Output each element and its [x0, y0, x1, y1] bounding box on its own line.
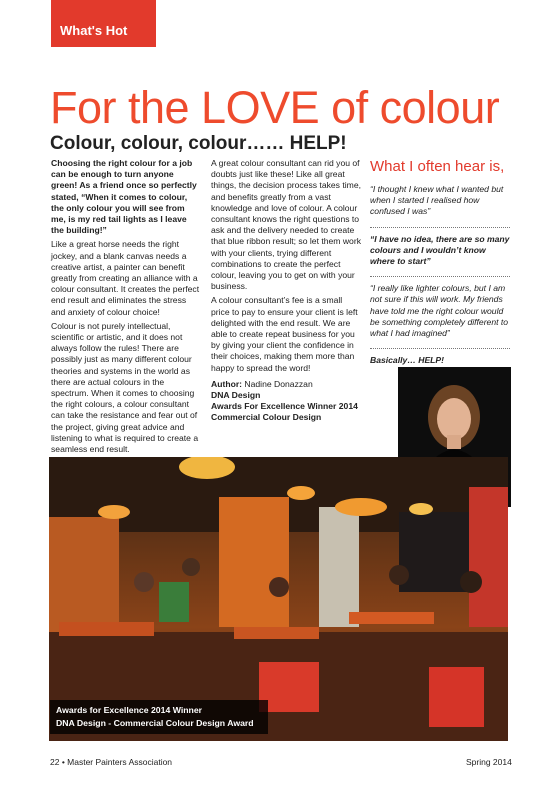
author-label: Author: [211, 378, 243, 389]
quote-2: “I have no idea, there are so many colours and I wouldn’t know where to start” [370, 233, 510, 267]
dotted-divider [370, 342, 510, 349]
dotted-divider [370, 221, 510, 228]
author-name: Nadine Donazzan [244, 378, 313, 389]
footer-issue: Spring 2014 [466, 757, 512, 767]
article-headline: For the LOVE of colour [50, 82, 500, 133]
section-tab [51, 0, 156, 47]
author-block [211, 379, 361, 424]
restaurant-interior-photo [49, 457, 508, 741]
quote-1: “I thought I knew what I wanted but when I started I realised how confused I was” [370, 184, 504, 217]
quote-3: “I really like lighter colours, but I am not sure if this will work. My friends have told me the right colour would be something completely different to what I had imagined” [370, 283, 509, 339]
caption-line-1: Awards for Excellence 2014 Winner [56, 705, 203, 715]
body-paragraph: A colour consultant’s fee is a small price to pay to ensure your client is left delighted with the end result. We are able to create repeat business for you by giving your client the confidence in their choices, making them more than happy to spread the word! [211, 295, 358, 373]
lead-paragraph: Choosing the right colour for a job can be enough to turn anyone green! As a friend once so perfectly stated, “When it comes to colour, the only colour you will see from me, is my red tail lights as I leave the building!” [51, 158, 197, 236]
photo-caption [50, 700, 268, 734]
author-award-category: Commercial Colour Design [211, 412, 322, 423]
sidebar-heading: What I often hear is, [370, 158, 505, 175]
author-company: DNA Design [211, 390, 261, 401]
section-tab-label: What's Hot [60, 23, 128, 38]
article-column-1 [51, 158, 201, 458]
footer-page-info: 22 • Master Painters Association [50, 757, 173, 767]
article-column-2 [211, 158, 361, 424]
author-award: Awards For Excellence Winner 2014 [211, 401, 358, 412]
quote-closing: Basically… HELP! [370, 355, 445, 366]
body-paragraph: Colour is not purely intellectual, scientific or artistic, and it does not always follow the rules! There are possibly just as many different colour theories and systems in the world as there are actual colours in the spectrum. When it comes to choosing the right colours, a colour consultant can take the resistance and fear out of the project, giving great advice and listening to what is required to create a seamless end result. [51, 320, 199, 455]
caption-line-2: DNA Design - Commercial Colour Design Award [56, 718, 254, 728]
body-paragraph: A great colour consultant can rid you of doubts just like these! Like all great things, the decision process takes time, and benefits greatly from a vast knowledge and love of colour. A colour consultant knows the right questions to ask and the delivery needed to create that blue ribbon result; so let them work with your clients, trying different combinations to create the perfect colour, leaving you to get on with your business. [211, 158, 361, 292]
dotted-divider [370, 270, 510, 277]
body-paragraph: Like a great horse needs the right jockey, and a blank canvas needs a creative artist, a painter can benefit greatly from creating an alliance with a colour consultant. It creates the perfect end result and eliminates the stress and anxiety of colour choice! [51, 239, 200, 317]
sidebar-quotes [370, 158, 510, 369]
article-subhead: Colour, colour, colour…… HELP! [50, 133, 347, 154]
